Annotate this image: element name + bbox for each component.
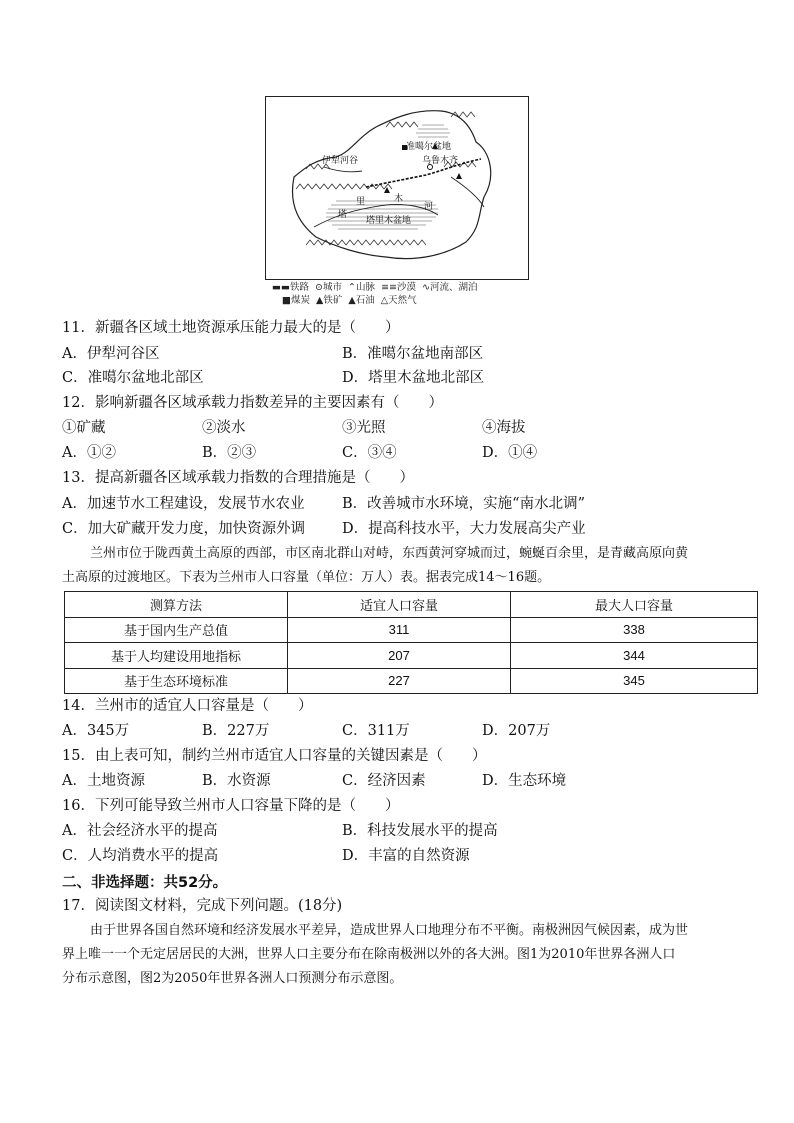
coal-legend-icon: ■ [282,295,291,306]
table-cell: 345 [511,668,758,694]
river-legend-icon: ∿ [419,282,431,293]
q17-passage-line3: 分布示意图，图2为2050年世界各洲人口预测分布示意图。 [62,971,403,986]
q16-option-b: B．科技发展水平的提高 [342,823,498,839]
q15-option-c: C．经济因素 [342,773,426,789]
label-tarim-basin: 塔里木盆地 [366,216,412,226]
table-header-cell: 最大人口容量 [511,592,758,618]
q16-option-c: C．人均消费水平的提高 [62,848,219,864]
q12-stem: 12．影响新疆各区域承载力指数差异的主要因素有（ ） [62,395,443,411]
table-cell: 207 [288,643,511,669]
q12-option-a: A．①② [62,445,116,461]
q15-stem: 15．由上表可知，制约兰州市适宜人口容量的关键因素是（ ） [62,748,487,764]
railway-legend-icon: ▬▬ [272,282,290,293]
q12-item-2: ②淡水 [202,420,246,436]
map-legend-row1: ▬▬铁路 ⊙城市 ⌃山脉 ≡≡沙漠 ∿河流、湖泊 [272,282,478,293]
q15-option-a: A．土地资源 [62,773,145,789]
q17-passage [62,919,752,991]
q13-option-b: B．改善城市水环境，实施“南水北调” [342,496,585,512]
border-outline [293,111,491,259]
q16-stem: 16．下列可能导致兰州市人口容量下降的是（ ） [62,798,400,814]
table-cell: 基于生态环境标准 [65,668,288,694]
q11-stem: 11．新疆各区域土地资源承压能力最大的是（ ） [62,320,400,336]
oil-legend-icon: ▲ [345,295,356,306]
q11-option-a: A．伊犁河谷区 [62,346,160,362]
q12-option-b: B．②③ [202,445,257,461]
section-heading: 二、非选择题：共52分。 [62,875,228,891]
q12-option-d: D．①④ [482,445,538,461]
q12-item-1: ①矿藏 [62,420,106,436]
q14-option-d: D．207万 [482,723,551,739]
iron-legend-icon: ▲ [313,295,324,306]
xinjiang-map [265,96,529,280]
label-urumqi: 乌鲁木齐 [422,156,459,166]
table-row [65,668,758,694]
q12-item-4: ④海拔 [482,420,526,436]
label-river-char: 里 [356,197,366,207]
label-junggar: 准噶尔盆地 [406,142,452,152]
table-row [65,643,758,669]
label-yili: 伊犁河谷 [322,156,359,166]
q11-option-b: B．准噶尔盆地南部区 [342,346,484,362]
q17-passage-line2: 界上唯一一个无定居居民的大洲，世界人口主要分布在除南极洲以外的各大洲。图1为2010年世界各洲人口 [62,947,676,962]
q11-option-d: D．塔里木盆地北部区 [342,370,485,386]
table-cell: 227 [288,668,511,694]
lanzhou-passage [62,542,742,590]
gas-legend-icon: △ [377,295,389,306]
lanzhou-passage-line1: 兰州市位于陇西黄土高原的西部，市区南北群山对峙，东西黄河穿城而过，蜿蜒百余里，是青藏高原向黄 [90,546,689,561]
table-cell: 311 [288,617,511,643]
label-river-char: 木 [394,194,404,204]
q14-stem: 14．兰州市的适宜人口容量是（ ） [62,698,313,714]
table-header-cell: 测算方法 [65,592,288,618]
q16-option-a: A．社会经济水平的提高 [62,823,218,839]
q16-option-d: D．丰富的自然资源 [342,848,470,864]
q13-option-c: C．加大矿藏开发力度，加快资源外调 [62,521,306,537]
table-header-row [65,592,758,618]
q14-option-b: B．227万 [202,723,270,739]
label-river-char: 河 [424,202,434,212]
xinjiang-map-drawing [266,97,528,279]
table-cell: 338 [511,617,758,643]
oil-icon [456,173,462,179]
q11-option-c: C．准噶尔盆地北部区 [62,370,204,386]
q15-option-b: B．水资源 [202,773,271,789]
table-cell: 基于人均建设用地指标 [65,643,288,669]
lanzhou-passage-line2: 土高原的过渡地区。下表为兰州市人口容量（单位：万人）表。据表完成14～16题。 [62,570,551,585]
q12-item-3: ③光照 [342,420,386,436]
population-capacity-table [64,591,758,694]
q17-stem: 17．阅读图文材料，完成下列问题。(18分) [62,898,343,914]
label-river-char: 塔 [338,210,348,220]
table-header-cell: 适宜人口容量 [288,592,511,618]
q15-option-d: D．生态环境 [482,773,567,789]
q17-passage-line1: 由于世界各国自然环境和经济发展水平差异，造成世界人口地理分布不平衡。南极洲因气候因素，成为世 [90,923,689,938]
q14-option-a: A．345万 [62,723,130,739]
q14-option-c: C．311万 [342,723,410,739]
q13-option-d: D．提高科技水平，大力发展高尖产业 [342,521,586,537]
table-row [65,617,758,643]
map-legend-row2: ■煤炭 ▲铁矿 ▲石油 △天然气 [282,295,417,306]
table-cell: 基于国内生产总值 [65,617,288,643]
q13-option-a: A．加速节水工程建设，发展节水农业 [62,496,305,512]
q12-option-c: C．③④ [342,445,397,461]
city-legend-icon: ⊙ [312,282,323,293]
table-cell: 344 [511,643,758,669]
mountain-legend-icon: ⌃ [345,282,357,293]
desert-legend-icon: ≡≡ [378,282,398,293]
q13-stem: 13．提高新疆各区域承载力指数的合理措施是（ ） [62,470,414,486]
